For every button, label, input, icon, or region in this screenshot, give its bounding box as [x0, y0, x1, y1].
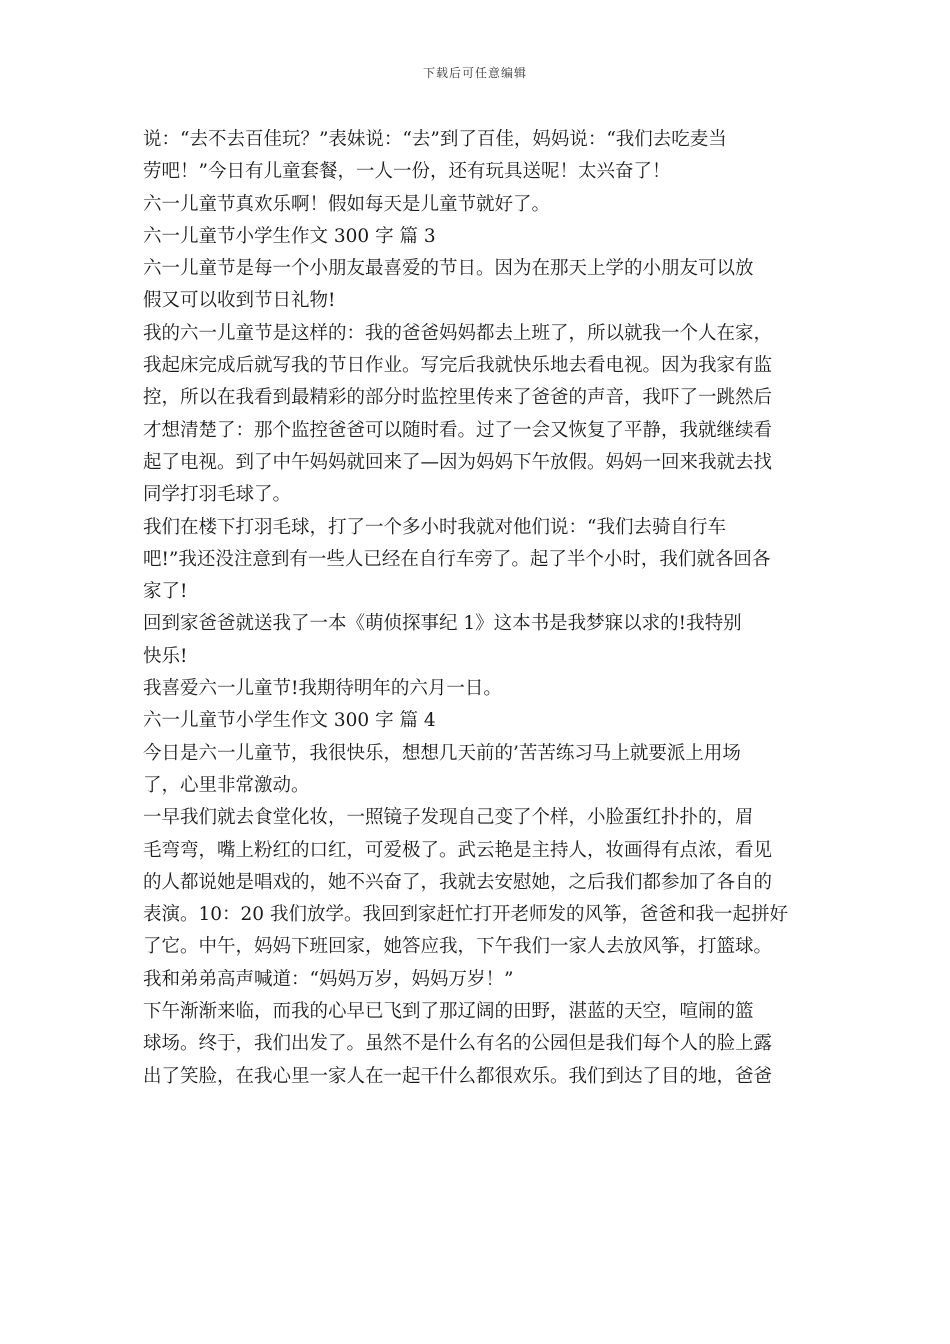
paragraph [143, 221, 807, 253]
text-line: 快乐! [143, 645, 188, 667]
text-line: 起了电视。到了中午妈妈就回来了—因为妈妈下午放假。妈妈一回来我就去找 [143, 451, 773, 473]
text-line: 控，所以在我看到最精彩的部分时监控里传来了爸爸的声音，我吓了一跳然后 [143, 387, 773, 409]
paragraph [143, 512, 807, 609]
text-line: 今日是六一儿童节，我很快乐，想想几天前的’苦苦练习马上就要派上用场 [143, 742, 741, 764]
text-line: 了，心里非常激动。 [143, 774, 310, 796]
paragraph [143, 189, 807, 221]
text-line: 劳吧！”今日有儿童套餐，一人一份，还有玩具送呢！太兴奋了！ [143, 161, 671, 183]
paragraph [143, 608, 807, 673]
text-line: 六一儿童节真欢乐啊！假如每天是儿童节就好了。 [143, 193, 551, 215]
text-line: 毛弯弯，嘴上粉红的口红，可爱极了。武云艳是主持人，妆画得有点浓，看见 [143, 839, 773, 861]
text-line: 说：“去不去百佳玩？”表妹说：“去”到了百佳，妈妈说：“我们去吃麦当 [143, 129, 727, 150]
text-line: 我的六一儿童节是这样的：我的爸爸妈妈都去上班了，所以就我一个人在家， [143, 322, 773, 344]
paragraph [143, 705, 807, 737]
text-line: 同学打羽毛球了。 [143, 484, 292, 506]
document-body [143, 124, 807, 1093]
text-line: 六一儿童节小学生作文 300 字 篇 4 [143, 710, 436, 732]
paragraph [143, 124, 807, 189]
paragraph [143, 738, 807, 803]
paragraph [143, 253, 807, 318]
text-line: 家了! [143, 581, 188, 603]
text-line: 我起床完成后就写我的节日作业。写完后我就快乐地去看电视。因为我家有监 [143, 355, 773, 377]
text-line: 才想清楚了：那个监控爸爸可以随时看。过了一会又恢复了平静，我就继续看 [143, 419, 773, 441]
text-line: 出了笑脸，在我心里一家人在一起干什么都很欢乐。我们到达了目的地，爸爸 [143, 1065, 773, 1087]
text-line: 下午渐渐来临，而我的心早已飞到了那辽阔的田野，湛蓝的天空，喧闹的篮 [143, 1001, 754, 1023]
page-header: 下载后可任意编辑 [422, 66, 527, 80]
paragraph [143, 802, 807, 996]
paragraph [143, 673, 807, 705]
text-line: 回到家爸爸就送我了一本《萌侦探事纪 1》这本书是我梦寐以求的!我特别 [143, 613, 742, 635]
text-line: 表演。10：20 我们放学。我回到家赶忙打开老师发的风筝，爸爸和我一起拼好 [143, 904, 788, 926]
paragraph [143, 318, 807, 512]
text-line: 一早我们就去食堂化妆，一照镜子发现自己变了个样，小脸蛋红扑扑的，眉 [143, 807, 754, 829]
text-line: 我喜爱六一儿童节!我期待明年的六月一日。 [143, 678, 502, 700]
text-line: 球场。终于，我们出发了。虽然不是什么有名的公园但是我们每个人的脸上露 [143, 1033, 773, 1055]
text-line: 了它。中午，妈妈下班回家，她答应我，下午我们一家人去放风筝，打篮球。 [143, 936, 773, 958]
text-line: 我和弟弟高声喊道：“妈妈万岁，妈妈万岁！” [143, 968, 514, 990]
text-line: 六一儿童节是每一个小朋友最喜爱的节日。因为在那天上学的小朋友可以放 [143, 258, 754, 280]
paragraph [143, 996, 807, 1093]
text-line: 假又可以收到节日礼物! [143, 290, 336, 312]
text-line: 我们在楼下打羽毛球，打了一个多小时我就对他们说：“我们去骑自行车 [143, 516, 726, 538]
text-line: 吧!”我还没注意到有一些人已经在自行车旁了。起了半个小时，我们就各回各 [143, 548, 771, 570]
text-line: 的人都说她是唱戏的，她不兴奋了，我就去安慰她，之后我们都参加了各自的 [143, 871, 773, 893]
text-line: 六一儿童节小学生作文 300 字 篇 3 [143, 225, 436, 247]
